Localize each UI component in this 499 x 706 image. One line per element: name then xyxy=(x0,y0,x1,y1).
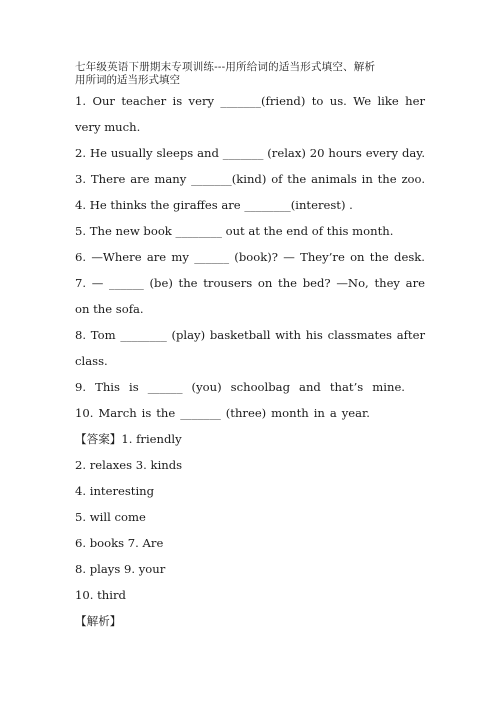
q10: 10. March is the _______ (three) month in a year. xyxy=(75,406,370,420)
q4: 4. He thinks the giraffes are ________(interest) . xyxy=(75,198,353,212)
answer-line-4: 5. will come xyxy=(75,510,146,524)
page-subtitle: 用所词的适当形式填空 xyxy=(75,74,180,86)
q3: 3. There are many _______(kind) of the animals in the zoo. xyxy=(75,172,425,186)
answer-line-1: 【答案】1. friendly xyxy=(75,432,182,446)
analysis-label: 【解析】 xyxy=(75,614,122,628)
q7-line2: on the sofa. xyxy=(75,302,144,316)
q8-line1: 8. Tom ________ (play) basketball with his classmates after xyxy=(75,328,425,342)
q7-line1: 7. — ______ (be) the trousers on the bed? —No, they are xyxy=(75,276,425,290)
q6: 6. —Where are my ______ (book)? — They’re on the desk. xyxy=(75,250,425,264)
q1-line1: 1. Our teacher is very _______(friend) to us. We like her xyxy=(75,94,425,108)
answer-line-7: 10. third xyxy=(75,588,126,602)
q8-line2: class. xyxy=(75,354,108,368)
q9: 9. This is ______ (you) schoolbag and that’s mine. xyxy=(75,380,405,394)
answer-line-5: 6. books 7. Are xyxy=(75,536,164,550)
q2: 2. He usually sleeps and _______ (relax) 20 hours every day. xyxy=(75,146,425,160)
q5: 5. The new book ________ out at the end of this month. xyxy=(75,224,394,238)
answer-line-2: 2. relaxes 3. kinds xyxy=(75,458,183,472)
page-title: 七年级英语下册期末专项训练---用所给词的适当形式填空、解析 xyxy=(75,61,376,73)
answer-line-3: 4. interesting xyxy=(75,484,155,498)
answer-line-6: 8. plays 9. your xyxy=(75,562,166,576)
q1-line2: very much. xyxy=(75,120,141,134)
